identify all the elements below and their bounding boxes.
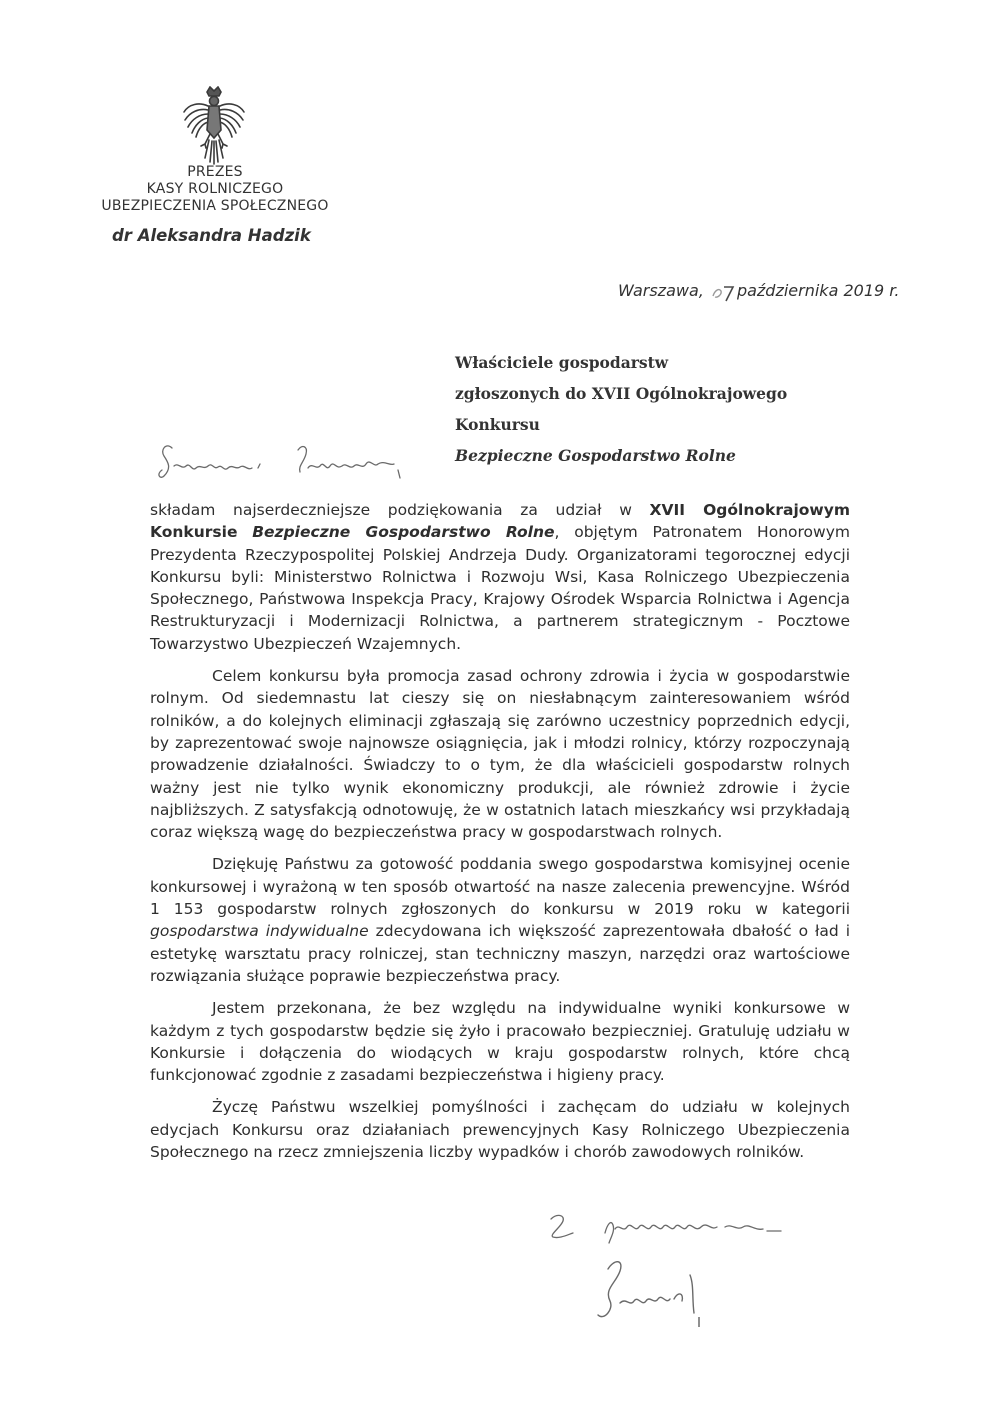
letter-body	[150, 499, 850, 1173]
recipient-line2: zgłoszonych do XVII Ogólnokrajowego Konkursu	[455, 384, 788, 434]
paragraph-3: Dziękuję Państwu za gotowość poddania swego gospodarstwa komisyjnej ocenie konkursowej i wyrażoną w ten sposób otwartość na nasze zalecenia prewencyjne. Wśród 1 153 gospodarstw rolnych zgłoszonych do konkursu w 2019 roku w kategorii gospodarstwa indywidualne zdecydowana ich większość zaprezentowała dbałość o ład i estetykę warsztatu pracy rolniczej, stan techniczny maszyn, narzędzi oraz wartościowe rozwiązania służące poprawie bezpieczeństwa pracy.	[150, 855, 851, 985]
recipient-line3: Bezpieczne Gospodarstwo Rolne	[455, 446, 736, 465]
handwritten-day-mark	[709, 282, 737, 302]
sender-institution-line2: UBEZPIECZENIA SPOŁECZNEGO	[101, 198, 329, 214]
paragraph-2: Celem konkursu była promocja zasad ochrony zdrowia i życia w gospodarstwie rolnym. Od siedemnastu lat cieszy się on niesłabnącym zainteresowaniem wśród rolników, a do kolejnych eliminacji zgłaszają się zarówno uczestnicy poprzednich edycji, by zaprezentować swoje najnowsze osiągnięcia, jak i młodzi rolnicy, którzy rozpoczynają prowadzenie działalności. Świadczy to o tym, że dla właścicieli gospodarstw rolnych ważny jest nie tylko wynik ekonomiczny produkcji, ale również zdrowie i życie najbliższych. Z satysfakcją odnotowuję, że w ostatnich latach mieszkańcy wsi przykładają coraz większą wagę do bezpieczeństwa pracy w gospodarstwach rolnych.	[150, 667, 850, 842]
handwritten-closing	[545, 1205, 795, 1245]
polish-eagle-emblem-icon	[181, 86, 247, 166]
recipient-line1: Właściciele gospodarstw	[455, 353, 669, 372]
sender-name: dr Aleksandra Hadzik	[112, 226, 311, 245]
handwritten-mark	[694, 1316, 704, 1328]
sender-institution-line1: KASY ROLNICZEGO	[146, 181, 284, 197]
paragraph-4: Jestem przekonana, że bez względu na indywidualne wyniki konkursowe w każdym z tych gospodarstw będzie się żyło i pracowało bezpieczniej. Gratuluję udziału w Konkursie i dołączenia do wiodących w kraju gospodarstw rolnych, które chcą funkcjonować zgodnie z zasadami bezpieczeństwa i higieny pracy.	[150, 999, 850, 1085]
letter-date	[618, 281, 899, 302]
handwritten-signature	[590, 1255, 730, 1330]
date-city: Warszawa,	[618, 281, 704, 300]
sender-title: PREZES	[187, 164, 243, 180]
paragraph-1: składam najserdeczniejsze podziękowania za udział w XVII Ogólnokrajowym Konkursie Bezpieczne Gospodarstwo Rolne, objętym Patronatem Honorowym Prezydenta Rzeczypospolitej Polskiej Andrzeja Dudy. Organizatorami tegorocznej edycji Konkursu byli: Ministerstwo Rolnictwa i Rozwoju Wsi, Kasa Rolniczego Ubezpieczenia Społecznego, Państwowa Inspekcja Pracy, Krajowy Ośrodek Wsparcia Rolnictwa i Agencja Restrukturyzacji i Modernizacji Rolnictwa, a partnerem strategicznym - Pocztowe Towarzystwo Ubezpieczeń Wzajemnych.	[150, 501, 850, 653]
paragraph-5: Życzę Państwu wszelkiej pomyślności i zachęcam do udziału w kolejnych edycjach Konkursu oraz działaniach prewencyjnych Kasy Rolniczego Ubezpieczenia Społecznego na rzecz zmniejszenia liczby wypadków i chorób zawodowych rolników.	[150, 1098, 850, 1162]
recipient-block	[455, 347, 875, 471]
date-month-year: października 2019 r.	[736, 281, 900, 300]
handwritten-greeting	[158, 440, 418, 490]
sender-header	[60, 164, 370, 215]
